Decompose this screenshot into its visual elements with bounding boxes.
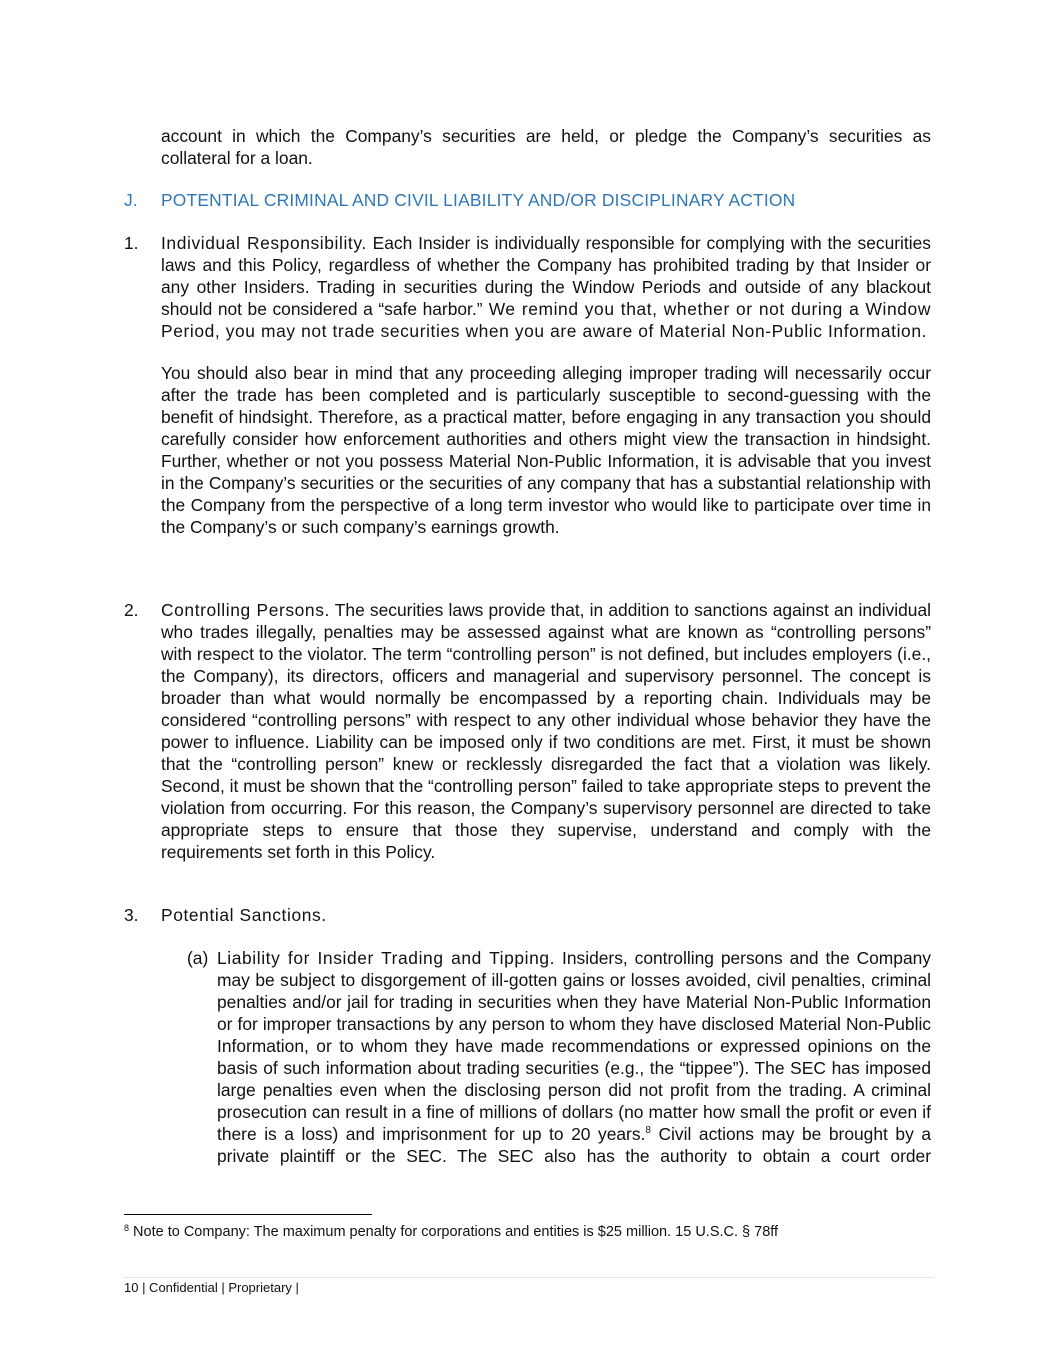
item-paragraph xyxy=(161,904,931,926)
item-text: Each Insider is individually responsible for complying with the securities laws and this Policy, regardless of whether the Company has prohibited trading by that Insider or any other Insiders. Trading in securities during the Window Periods and outside of any blackout should not be considered a “safe harbor.” xyxy=(161,233,931,319)
sub-item-lead: Liability for Insider Trading and Tipping. xyxy=(217,948,556,968)
sub-item-text-continued: Civil actions may be brought by a private plaintiff or the SEC. The SEC also has the authority to obtain a court order xyxy=(217,1124,931,1166)
item-number: 2. xyxy=(124,600,139,620)
item-lead: Potential Sanctions. xyxy=(161,905,327,925)
sub-item-paragraph xyxy=(217,947,931,1167)
item-text: The securities laws provide that, in addition to sanctions against an individual who trades illegally, penalties may be assessed against what are known as “controlling persons” with respect to the violator. The term “controlling person” is not defined, but includes employers (i.e., the Company), its directors, officers and managerial and supervisory personnel. The concept is broader than what would normally be encompassed by a reporting chain. Individuals may be considered “controlling persons” with respect to any other individual whose behavior they have the power to influence. Liability can be imposed only if two conditions are met. First, it must be shown that the “controlling person” knew or recklessly disregarded the fact that a violation was likely. Second, it must be shown that the “controlling person” failed to take appropriate steps to prevent the violation from occurring. For this reason, the Company’s supervisory personnel are directed to take appropriate steps to ensure that those they supervise, understand and comply with the requirements set forth in this Policy. xyxy=(161,600,932,862)
item-text-reminder: We remind you that, whether or not during a Window Period, you may not trade securities when you are aware of Material Non-Public Information. xyxy=(161,299,931,341)
item-lead: Controlling Persons. xyxy=(161,600,330,620)
footnote xyxy=(124,1223,944,1241)
section-title: POTENTIAL CRIMINAL AND CIVIL LIABILITY AND/OR DISCIPLINARY ACTION xyxy=(161,190,796,210)
footnote-number: 8 xyxy=(124,1223,130,1233)
sub-item-text: Insiders, controlling persons and the Company may be subject to disgorgement of ill-gotten gains or losses avoided, civil penalties, criminal penalties and/or jail for trading in securities when they have Material Non-Public Information or for improper transactions by any person to whom they have disclosed Material Non-Public Information, or to whom they have made recommendations or expressed opinions on the basis of such information about trading securities (e.g., the “tippee”). The SEC has imposed large penalties even when the disclosing person did not profit from the trading. A criminal prosecution can result in a fine of millions of dollars (no matter how small the profit or even if there is a loss) and imprisonment for up to 20 years. xyxy=(217,948,931,1144)
footnote-reference: 8 xyxy=(645,1125,651,1136)
item-paragraph-2: You should also bear in mind that any proceeding alleging improper trading will necessarily occur after the trade has been completed and is particularly susceptible to second-guessing with the benefit of hindsight. Therefore, as a practical matter, before engaging in any transaction you should carefully consider how enforcement authorities and others might view the transaction in hindsight. Further, whether or not you possess Material Non-Public Information, it is advisable that you invest in the Company’s securities or the securities of any company that has a substantial relationship with the Company from the perspective of a long term investor who would like to participate over time in the Company’s or such company’s earnings growth. xyxy=(161,363,931,537)
item-number: 1. xyxy=(124,233,139,253)
sub-item-a xyxy=(187,947,931,1167)
item-paragraph xyxy=(161,599,931,863)
intro-paragraph: account in which the Company’s securities are held, or pledge the Company’s securities as collateral for a loan. xyxy=(161,126,931,168)
item-number: 3. xyxy=(124,905,139,925)
section-heading xyxy=(124,189,944,211)
item-paragraph xyxy=(161,232,931,342)
footnote-divider xyxy=(124,1214,372,1215)
footer-divider xyxy=(124,1277,934,1278)
item-lead: Individual Responsibility. xyxy=(161,233,367,253)
sub-item-number: (a) xyxy=(187,948,209,968)
list-item-3 xyxy=(124,904,931,926)
list-item-1 xyxy=(124,232,931,538)
page-footer: 10 | Confidential | Proprietary | xyxy=(124,1280,299,1295)
footnote-text: Note to Company: The maximum penalty for corporations and entities is $25 million. 15 U.S.C. § 78ff xyxy=(129,1224,779,1240)
section-letter: J. xyxy=(124,190,138,210)
list-item-2 xyxy=(124,599,931,863)
